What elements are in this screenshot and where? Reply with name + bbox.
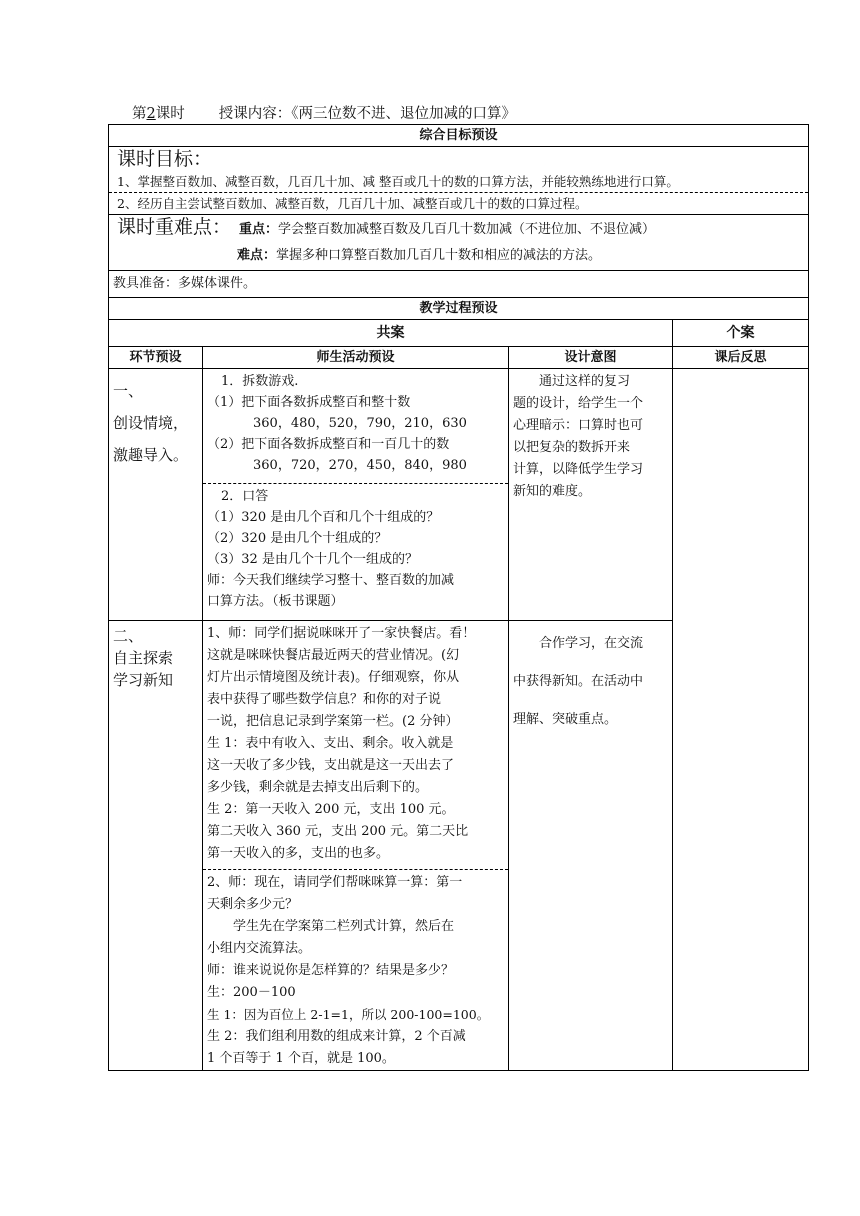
stage2-line: 第二天收入 360 元，支出 200 元。第二天比 xyxy=(207,824,469,839)
intent-line: 理解、突破重点。 xyxy=(513,712,618,727)
stage2-line: 小组内交流算法。 xyxy=(207,941,312,956)
stage1-number: 一、 xyxy=(113,382,144,400)
intent-line: 题的设计，给学生一个 xyxy=(513,396,644,411)
stage1-line: 师：今天我们继续学习整十、整百数的加减 xyxy=(207,573,455,588)
stage2-block1 xyxy=(203,623,508,870)
stage2-activity xyxy=(203,621,509,1071)
goal-item-1: 1、掌握整百数加、减整百数，几百几十加、减 整百或几十的数的口算方法，并能较熟练地进行口算。 xyxy=(109,171,808,193)
stage2-line: 这一天收了多少钱，支出就是这一天出去了 xyxy=(207,758,455,773)
shared-plan-header: 共案 xyxy=(109,320,673,347)
intent-line: 以把复杂的数拆开来 xyxy=(513,440,631,455)
hard-point-label: 难点： xyxy=(237,248,277,263)
section-title-goals: 综合目标预设 xyxy=(109,125,809,147)
col-stage-header: 环节预设 xyxy=(109,347,203,369)
stage1-line: 360，720，270，450，840，980 xyxy=(253,458,467,473)
stage1-block2 xyxy=(203,484,508,612)
stage1-line: 360，480，520，790，210，630 xyxy=(253,416,467,431)
intent-line: 通过这样的复习 xyxy=(539,374,631,389)
lesson-table xyxy=(108,124,809,1071)
stage1-line: 1．拆数游戏. xyxy=(221,374,299,389)
stage2-line: 多少钱，剩余就是去掉支出后剩下的。 xyxy=(207,780,429,795)
stage2-line: 1 个百等于 1 个百，就是 100。 xyxy=(207,1051,395,1066)
stage2-title-1: 自主探索 xyxy=(113,649,174,667)
goals-cell xyxy=(109,147,809,215)
lesson-number: 2 xyxy=(146,106,156,122)
stage1-line: 2．口答 xyxy=(221,489,269,504)
stage1-line: （1）320 是由几个百和几个十组成的？ xyxy=(207,510,440,525)
lesson-header xyxy=(108,104,808,124)
stage2-title-2: 学习新知 xyxy=(113,671,174,689)
intent-line: 新知的难度。 xyxy=(513,484,592,499)
stage2-line: 生：200－100 xyxy=(207,985,296,1000)
stage2-line: 第一天收入的多，支出的也多。 xyxy=(207,846,390,861)
lesson-plan-page xyxy=(108,104,808,1071)
stage2-number: 二、 xyxy=(113,627,144,645)
reflection-cell xyxy=(673,369,809,1071)
col-activity-header: 师生活动预设 xyxy=(203,347,509,369)
stage2-intent xyxy=(509,621,673,1071)
stage1-intent xyxy=(509,369,673,621)
stage2-line: 师：谁来说说你是怎样算的？结果是多少？ xyxy=(207,963,455,978)
stage1-block1 xyxy=(203,371,508,484)
stage1-line: （2）320 是由几个十组成的？ xyxy=(207,531,388,546)
col-reflect-header: 课后反思 xyxy=(673,347,809,369)
stage2-line: 灯片出示情境图及统计表)。仔细观察，你从 xyxy=(207,670,460,685)
lesson-topic: 授课内容：《两三位数不进、退位加减的口算》 xyxy=(218,106,516,122)
goals-heading: 课时目标： xyxy=(117,148,213,170)
stage2-block2 xyxy=(203,870,508,1070)
lesson-suffix: 课时 xyxy=(155,106,185,122)
stage1-label xyxy=(109,369,203,621)
stage2-line: 表中获得了哪些数学信息？和你的对子说 xyxy=(207,692,442,707)
intent-line: 心理暗示：口算时也可 xyxy=(513,418,644,433)
stage2-line: 这就是咪咪快餐店最近两天的营业情况。(幻 xyxy=(207,648,460,663)
intent-line: 计算，以降低学生学习 xyxy=(513,462,644,477)
lesson-prefix: 第 xyxy=(132,106,147,122)
stage1-title-2: 激趣导入。 xyxy=(113,446,189,464)
personal-plan-header: 个案 xyxy=(673,320,809,347)
difficulty-heading: 课时重难点： xyxy=(117,216,232,238)
section-title-process: 教学过程预设 xyxy=(109,298,809,320)
stage2-line: 一说，把信息记录到学案第一栏。(2 分钟） xyxy=(207,714,459,729)
col-intent-header: 设计意图 xyxy=(509,347,673,369)
key-point-text: 学会整百数加减整百数及几百几十数加减（不进位加、不退位减） xyxy=(278,222,656,237)
materials-cell: 教具准备：多媒体课件。 xyxy=(109,271,809,298)
stage1-title-1: 创设情境， xyxy=(113,414,189,432)
stage1-line: （3）32 是由几个十几个一组成的？ xyxy=(207,552,418,567)
stage2-line: 2、师：现在，请同学们帮咪咪算一算：第一 xyxy=(207,875,463,890)
difficulty-cell xyxy=(109,215,809,271)
stage2-line: 1、师：同学们据说咪咪开了一家快餐店。看！ xyxy=(207,626,476,641)
stage2-line: 生 1：表中有收入、支出、剩余。收入就是 xyxy=(207,736,454,751)
stage1-line: 口算方法。（板书课题） xyxy=(207,594,344,609)
stage2-line: 生 2：我们组利用数的组成来计算，2 个百减 xyxy=(207,1029,466,1044)
goal-item-2: 2、经历自主尝试整百数加、减整百数，几百几十加、减整百或几十的数的口算过程。 xyxy=(117,196,588,211)
stage2-line: 生 1：因为百位上 2-1=1，所以 200-100=100。 xyxy=(207,1007,490,1022)
stage1-line: （2）把下面各数拆成整百和一百几十的数 xyxy=(207,437,450,452)
stage2-line: 学生先在学案第二栏列式计算，然后在 xyxy=(233,919,455,934)
key-point-label: 重点： xyxy=(239,222,279,237)
hard-point-text: 掌握多种口算整百数加几百几十数和相应的减法的方法。 xyxy=(276,248,602,263)
stage2-line: 生 2：第一天收入 200 元，支出 100 元。 xyxy=(207,802,455,817)
stage2-line: 天剩余多少元？ xyxy=(207,897,299,912)
stage1-line: （1）把下面各数拆成整百和整十数 xyxy=(207,395,411,410)
stage2-label xyxy=(109,621,203,1071)
intent-line: 合作学习，在交流 xyxy=(539,636,644,651)
intent-line: 中获得新知。在活动中 xyxy=(513,674,644,689)
stage1-activity xyxy=(203,369,509,621)
